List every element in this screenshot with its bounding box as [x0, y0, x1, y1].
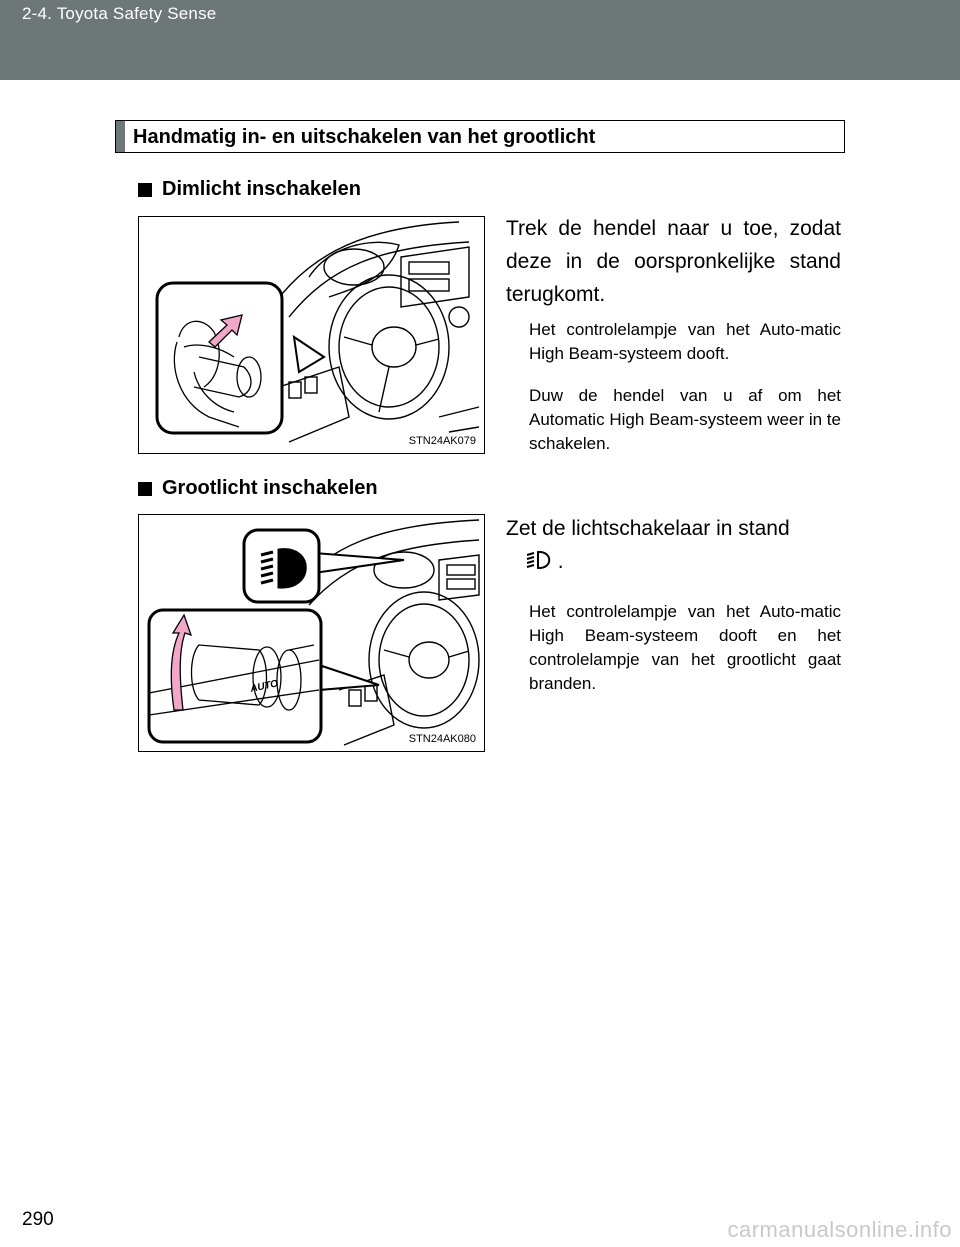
bullet-square-icon [138, 482, 152, 496]
high-instruction-text: Zet de lichtschakelaar in stand [506, 517, 790, 540]
section-title-box [115, 120, 845, 153]
high-instruction [506, 512, 841, 579]
figure-code-dim: STN24AK079 [408, 435, 476, 447]
page-header [0, 0, 960, 80]
watermark: carmanualsonline.info [727, 1217, 952, 1242]
subheading-dim [138, 178, 361, 201]
figure-code-high: STN24AK080 [408, 733, 476, 745]
dim-note-2: Duw de hendel van u af om het Automatic High Beam-systeem weer in te schakelen. [529, 386, 841, 453]
dim-instruction: Trek de hendel naar u toe, zodat deze in de oorspronkelijke stand terugkomt. [506, 217, 841, 306]
section-title-stripe [116, 121, 125, 152]
header-section-title: 2-4. Toyota Safety Sense [22, 4, 217, 23]
high-instruction-end: . [557, 550, 564, 573]
subheading-high [138, 477, 378, 500]
figure-high-beam [138, 514, 485, 752]
bullet-square-icon [138, 183, 152, 197]
dashboard-illustration-dim [139, 217, 483, 452]
subheading-high-text: Grootlicht inschakelen [162, 477, 378, 499]
high-beam-icon [526, 546, 552, 579]
subheading-dim-text: Dimlicht inschakelen [162, 178, 361, 200]
dashboard-illustration-high [139, 515, 483, 750]
high-note: Het controlelampje van het Auto-matic High Beam-systeem dooft en het controlelampje van het grootlicht gaat branden. [529, 602, 841, 693]
dim-note-1: Het controlelampje van het Auto-matic High Beam-systeem dooft. [529, 320, 841, 363]
section-title: Handmatig in- en uitschakelen van het grootlicht [133, 126, 596, 148]
lever-auto-label: AUTO [249, 678, 280, 695]
page-number: 290 [22, 1209, 54, 1230]
figure-dim-beam [138, 216, 485, 454]
